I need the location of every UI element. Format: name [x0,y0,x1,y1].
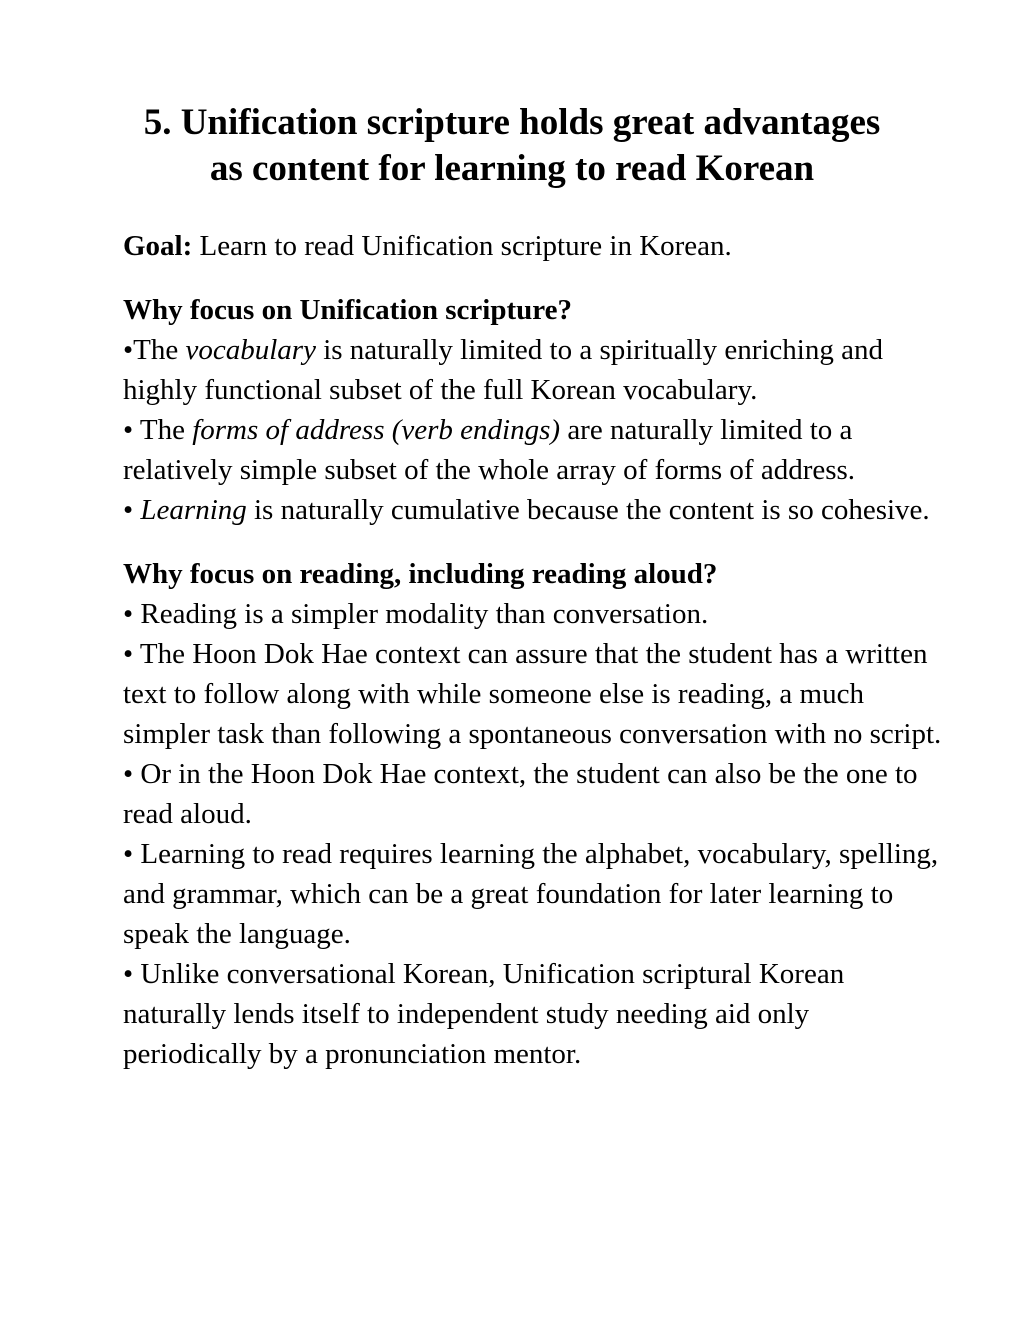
goal-text: Learn to read Unification scripture in Korean. [192,230,732,262]
slide-title [60,100,964,192]
bullet-vocabulary [123,330,943,410]
section-reading [123,554,943,1074]
bullet-hoon-dok-hae-aloud: • Or in the Hoon Dok Hae context, the student can also be the one to read aloud. [123,758,918,830]
bullet-hoon-dok-hae-follow: • The Hoon Dok Hae context can assure that the student has a written text to follow along with while someone else is reading, a much simpler task than following a spontaneous conversation with no script. [123,638,942,750]
section-reading-heading: Why focus on reading, including reading aloud? [123,558,718,590]
bullet-vocabulary-post: is naturally limited to a spiritually enriching and highly functional subset of the full Korean vocabulary. [123,334,883,406]
goal-statement [123,226,943,266]
bullet-forms-pre: • The [123,414,193,446]
section-scripture-heading: Why focus on Unification scripture? [123,294,572,326]
title-line-2: as content for learning to read Korean [209,148,815,189]
bullet-learning-to-read: • Learning to read requires learning the alphabet, vocabulary, spelling, and grammar, which can be a great foundation for later learning to speak the language. [123,838,939,950]
bullet-independent-study: • Unlike conversational Korean, Unification scriptural Korean naturally lends itself to independent study needing aid only periodically by a pronunciation mentor. [123,958,845,1070]
goal-label: Goal: [123,230,193,262]
slide-body [123,226,943,1098]
bullet-forms-of-address [123,410,943,490]
bullet-learning-em: Learning [140,494,247,526]
bullet-learning-pre: • [123,494,141,526]
bullet-vocabulary-pre: •The [123,334,186,366]
bullet-forms-em: forms of address (verb endings) [192,414,561,446]
section-scripture [123,290,943,530]
bullet-forms-post: are naturally limited to a relatively simple subset of the whole array of forms of address. [123,414,856,486]
title-line-1: 5. Unification scripture holds great advantages [143,102,881,143]
bullet-reading-modality: • Reading is a simpler modality than conversation. [123,598,709,630]
bullet-vocabulary-em: vocabulary [185,334,316,366]
bullet-learning [123,490,943,530]
bullet-learning-post: is naturally cumulative because the content is so cohesive. [246,494,930,526]
